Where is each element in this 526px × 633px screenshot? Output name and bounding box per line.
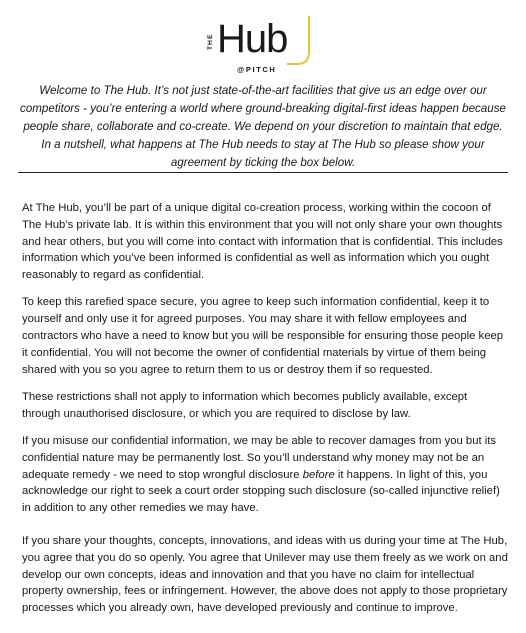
paragraph-shared-ideas: If you share your thoughts, concepts, innovations, and ideas with us during your time at The Hub, you agree that you do so openly. You agree that Unilever may use them freely as we work on and develop our own concepts, ideas and innovation and that you have no claim for intellectual property ownership, fees or infringement. However, the above does not apply to those proprietary processes which you already own, have developed previously and continue to improve. — [22, 535, 508, 615]
hub-logo-graphic — [203, 12, 325, 74]
agreement-body — [22, 200, 508, 628]
paragraph-keep-secure: To keep this rarefied space secure, you agree to keep such information confidential, keep it to yourself and only use it for agreed purposes. You may share it with fellow employees and contractors who have a need to know but you will be responsible for ensuring those people keep it confidential. You will not become the owner of confidential materials by virtue of them being shared with you so you agree to return them to us or destroy them if so requested. — [22, 296, 504, 376]
misuse-text-emphasis: before — [302, 468, 335, 481]
welcome-intro: Welcome to The Hub. It’s not just state-of-the-art facilities that give us an edge over our competitors - you’re entering a world where ground-breaking digital-first ideas happen because people share, collaborate and co-create. We depend on your discretion to maintain that edge. In a nutshell, what happens at The Hub needs to stay at The Hub so please show your agreement by ticking the box below. — [20, 84, 506, 169]
paragraph-misuse — [22, 433, 508, 517]
misuse-text-end: it happens. In light of this, you acknowledge our right to seek a court order stopping such disclosure (so-called injunctive relief) in addition to any other remedies we may have. — [22, 468, 500, 515]
section-divider — [18, 172, 508, 173]
logo-subtitle: @PITCH — [237, 65, 277, 74]
misuse-text-start: If you misuse our confidential information, we may be able to recover damages from you but its confidential nature may be permanently lost. So you’ll understand why money may not be an adequate remedy - we need to stop wrongful disclosure — [22, 435, 497, 481]
logo-hub-text: Hub — [217, 17, 288, 61]
logo-the-text: THE — [207, 33, 214, 50]
paragraph-confidential-info: At The Hub, you’ll be part of a unique digital co-creation process, working within the cocoon of The Hub’s private lab. It is within this environment that you will not only share your own thoughts and hear others, but you will come into contact with information that is confidential. This includes information which you’ve been informed is confidential as well as information which you ought reasonably to regard as confidential. — [22, 202, 503, 282]
logo-accent-bracket — [287, 16, 309, 64]
paragraph-restrictions: These restrictions shall not apply to information which becomes publicly available, except through unauthorised disclosure, or which you are required to disclose by law. — [22, 390, 468, 420]
the-hub-logo — [203, 12, 325, 74]
